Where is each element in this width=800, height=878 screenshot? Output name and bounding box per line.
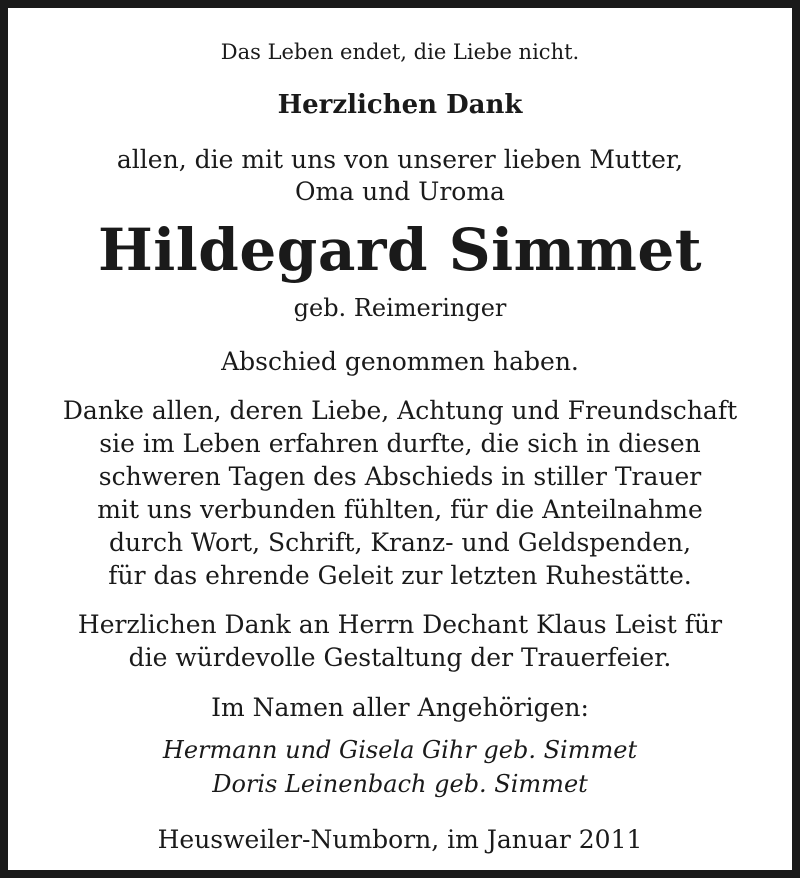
priest-thanks-line: die würdevolle Gestaltung der Trauerfeier. [128, 643, 672, 672]
motto: Das Leben endet, die Liebe nicht. [220, 40, 580, 64]
farewell-line: Abschied genommen haben. [221, 347, 579, 376]
priest-thanks-line: Herzlichen Dank an Herrn Dechant Klaus Leist für [77, 610, 723, 639]
intro-line: allen, die mit uns von unserer lieben Mutter, [116, 145, 684, 174]
gratitude-line: schweren Tagen des Abschieds in stiller Trauer [98, 462, 702, 491]
gratitude-line: durch Wort, Schrift, Kranz- und Geldspenden, [108, 528, 692, 557]
place-date: Heusweiler-Numborn, im Januar 2011 [157, 825, 643, 854]
gratitude-line: für das ehrende Geleit zur letzten Ruhestätte. [108, 561, 692, 590]
gratitude-line: Danke allen, deren Liebe, Achtung und Freundschaft [62, 396, 738, 425]
deceased-name: Hildegard Simmet [97, 216, 703, 284]
thanks-heading: Herzlichen Dank [277, 90, 523, 120]
gratitude-line: sie im Leben erfahren durfte, die sich in diesen [99, 429, 701, 458]
on-behalf-line: Im Namen aller Angehörigen: [211, 693, 589, 722]
birth-name: geb. Reimeringer [293, 294, 507, 322]
obituary-notice [8, 8, 792, 870]
signatory: Hermann und Gisela Gihr geb. Simmet [162, 736, 638, 764]
signatory: Doris Leinenbach geb. Simmet [212, 770, 588, 798]
intro-line: Oma und Uroma [295, 177, 505, 206]
gratitude-line: mit uns verbunden fühlten, für die Anteilnahme [97, 495, 703, 524]
